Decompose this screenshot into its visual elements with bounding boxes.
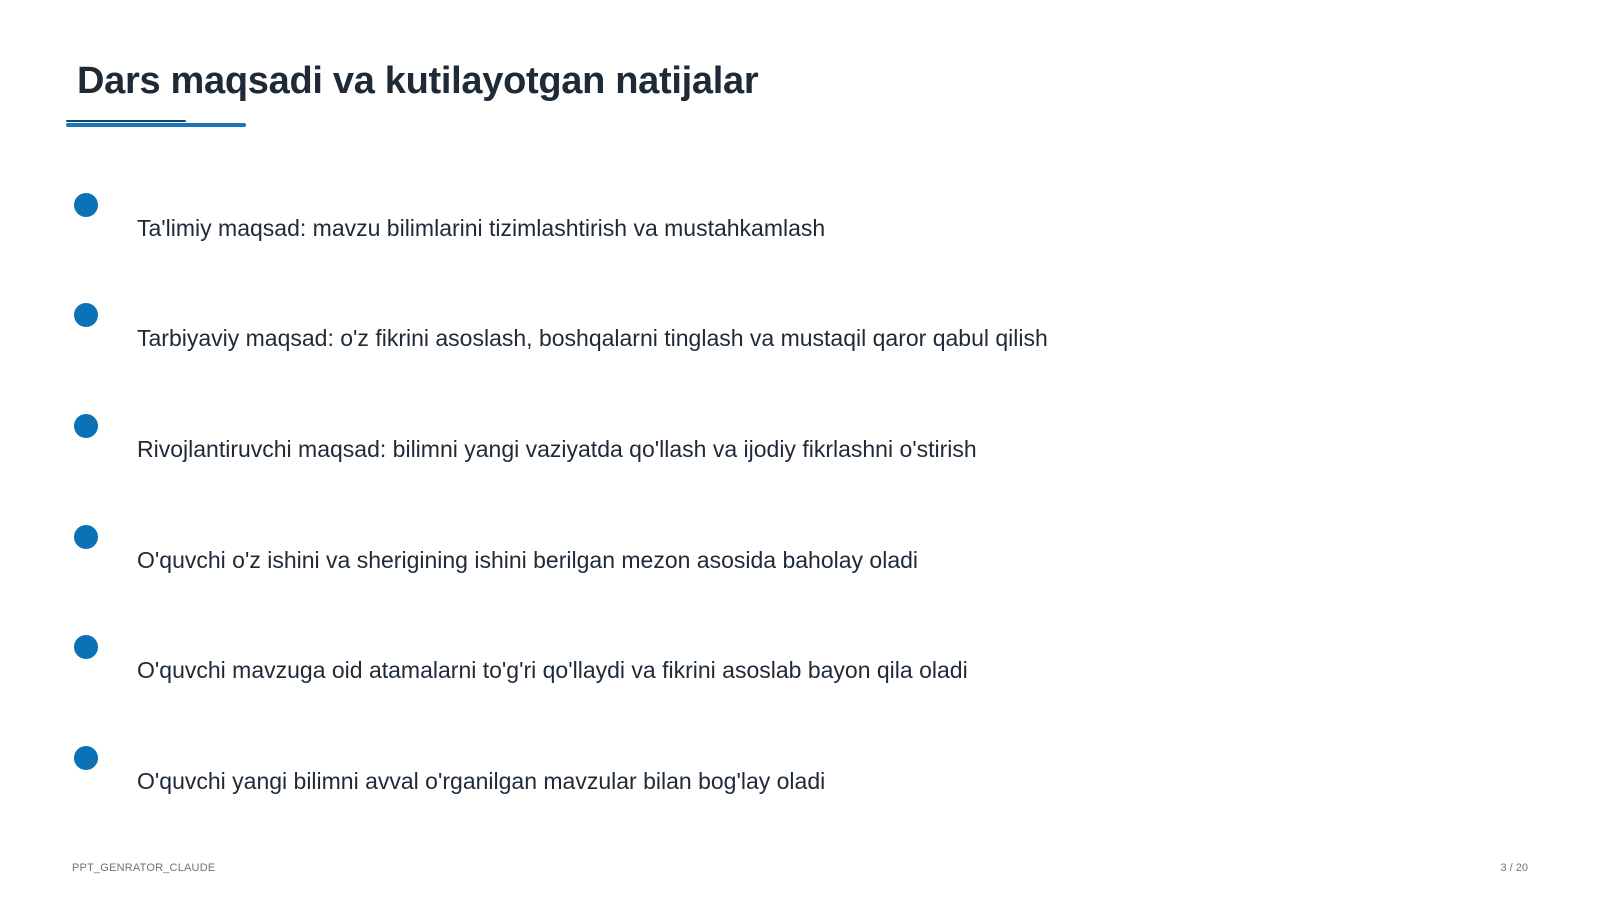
page-indicator: 3 / 20 xyxy=(1500,862,1528,874)
bullet-dot-icon xyxy=(74,525,98,549)
bullet-dot-icon xyxy=(74,193,98,217)
list-item xyxy=(0,193,1600,253)
bullet-text: O'quvchi o'z ishini va sherigining ishini berilgan mezon asosida baholay oladi xyxy=(137,547,919,573)
footer-generator-label: PPT_GENRATOR_CLAUDE xyxy=(72,862,216,874)
bullet-text: Ta'limiy maqsad: mavzu bilimlarini tizimlashtirish va mustahkamlash xyxy=(137,215,826,241)
list-item xyxy=(0,746,1600,806)
list-item xyxy=(0,525,1600,585)
bullet-dot-icon xyxy=(74,746,98,770)
bullet-text: Tarbiyaviy maqsad: o'z fikrini asoslash, boshqalarni tinglash va mustaqil qaror qabul qilish xyxy=(137,325,1048,351)
list-item xyxy=(0,414,1600,474)
list-item xyxy=(0,635,1600,695)
bullet-text: O'quvchi mavzuga oid atamalarni to'g'ri qo'llaydi va fikrini asoslab bayon qila oladi xyxy=(137,657,968,683)
bullet-dot-icon xyxy=(74,303,98,327)
list-item xyxy=(0,303,1600,363)
slide-title: Dars maqsadi va kutilayotgan natijalar xyxy=(77,60,759,102)
bullet-dot-icon xyxy=(74,635,98,659)
bullet-text: Rivojlantiruvchi maqsad: bilimni yangi vaziyatda qo'llash va ijodiy fikrlashni o'stirish xyxy=(137,436,977,462)
bullet-text: O'quvchi yangi bilimni avval o'rganilgan mavzular bilan bog'lay oladi xyxy=(137,768,826,794)
bullet-dot-icon xyxy=(74,414,98,438)
